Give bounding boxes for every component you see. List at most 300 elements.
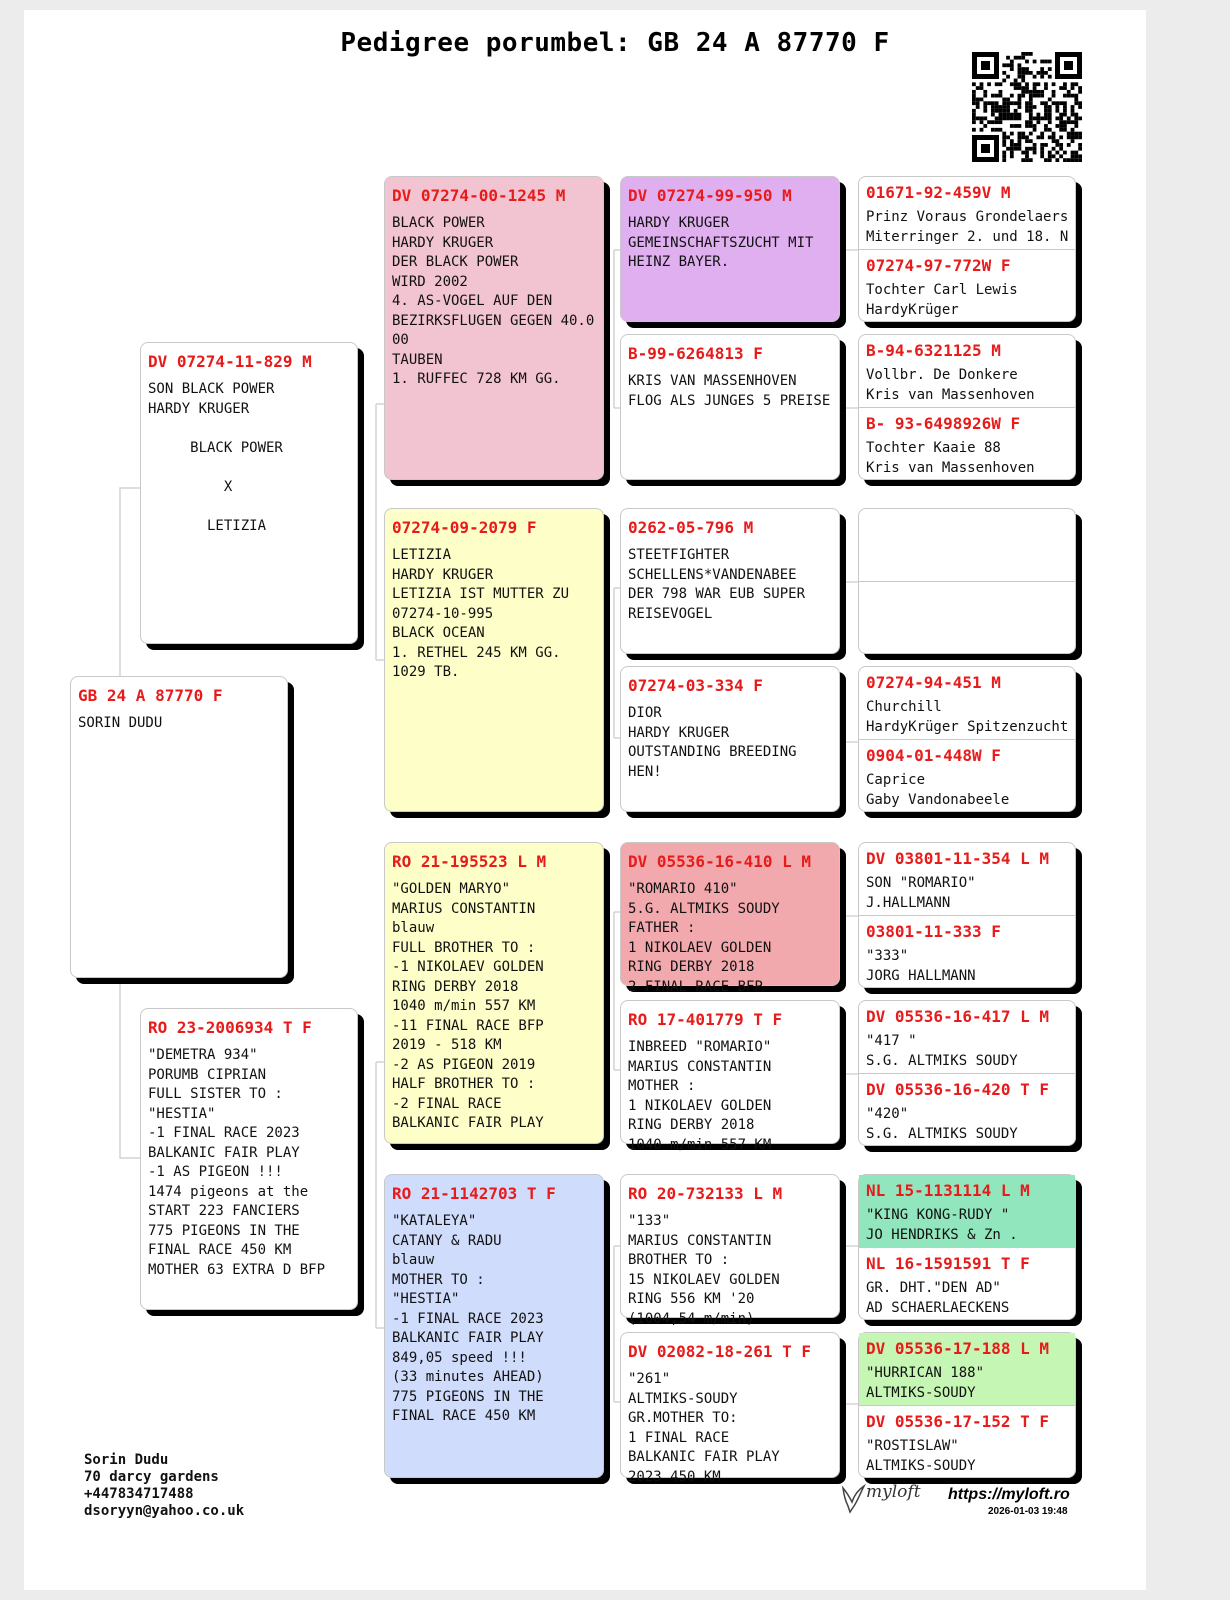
qr-module — [1021, 71, 1025, 75]
qr-module — [1078, 105, 1082, 109]
qr-module — [1002, 63, 1006, 67]
qr-module — [1018, 63, 1022, 67]
grandparent-card[interactable] — [384, 508, 604, 812]
qr-module — [1078, 158, 1082, 162]
qr-module — [1002, 151, 1006, 155]
qr-module — [1018, 143, 1022, 147]
subject-card[interactable] — [70, 676, 288, 978]
qr-module — [1063, 109, 1067, 113]
qr-module — [1074, 120, 1078, 124]
qr-module — [1055, 139, 1059, 143]
ring-code: RO 21-195523 L M — [392, 852, 547, 871]
qr-module — [1033, 94, 1037, 98]
qr-module — [1033, 128, 1037, 132]
qr-module — [1021, 151, 1025, 155]
qr-module — [1029, 109, 1033, 113]
qr-module — [1059, 147, 1063, 151]
qr-module — [1063, 128, 1067, 132]
qr-module — [1063, 113, 1067, 117]
sire-card[interactable] — [140, 342, 358, 644]
qr-module — [1059, 120, 1063, 124]
qr-module — [1063, 120, 1067, 124]
pigeon-notes: "KATALEYA" CATANY & RADU blauw MOTHER TO : "HESTIA" -1 FINAL RACE 2023 BALKANIC FAIR PLAY 849,05 speed !!! (33 minutes AHEAD) 775 PIGEONS IN THE FINAL RACE 450 KM — [392, 1213, 544, 1424]
qr-module — [1025, 101, 1029, 105]
qr-module — [1055, 109, 1059, 113]
grandparent-card[interactable] — [384, 842, 604, 1144]
qr-module — [1033, 86, 1037, 90]
qr-module — [1071, 94, 1075, 98]
qr-module — [1055, 143, 1059, 147]
great-great-grandparent-entry[interactable] — [859, 250, 1075, 323]
qr-module — [991, 105, 995, 109]
qr-module — [1018, 139, 1022, 143]
ring-code: NL 15-1131114 L M — [866, 1181, 1030, 1200]
qr-module — [995, 82, 999, 86]
qr-module — [1074, 124, 1078, 128]
qr-module — [1002, 116, 1006, 120]
qr-module — [1021, 67, 1025, 71]
qr-module — [976, 101, 980, 105]
qr-module — [980, 86, 984, 90]
qr-module — [1025, 158, 1029, 162]
ring-code: DV 03801-11-354 L M — [866, 849, 1050, 868]
qr-module — [1044, 60, 1048, 64]
qr-module — [1048, 158, 1052, 162]
qr-module — [1033, 105, 1037, 109]
pigeon-notes: "HURRICAN 188" ALTMIKS-SOUDY — [866, 1365, 985, 1401]
qr-module — [999, 113, 1003, 117]
qr-module — [1067, 94, 1071, 98]
qr-module — [1002, 109, 1006, 113]
qr-module — [1018, 105, 1022, 109]
great-great-grandparent-pair[interactable] — [858, 1000, 1076, 1146]
ring-code: GB 24 A 87770 F — [78, 686, 223, 705]
qr-module — [1002, 158, 1006, 162]
qr-module — [1036, 135, 1040, 139]
qr-module — [983, 105, 987, 109]
website-link[interactable]: https://myloft.ro — [948, 1486, 1070, 1503]
qr-module — [991, 120, 995, 124]
qr-module — [980, 98, 984, 102]
qr-module — [1036, 82, 1040, 86]
pigeon-notes: KRIS VAN MASSENHOVEN FLOG ALS JUNGES 5 PREISE — [628, 373, 831, 409]
pigeon-notes: Churchill HardyKrüger Spitzenzucht — [866, 699, 1069, 735]
qr-module — [1025, 139, 1029, 143]
qr-module — [1029, 94, 1033, 98]
qr-module — [1006, 135, 1010, 139]
qr-module — [1014, 143, 1018, 147]
qr-module — [1014, 82, 1018, 86]
qr-module — [1006, 116, 1010, 120]
qr-module — [987, 120, 991, 124]
pigeon-notes: SORIN DUDU — [78, 715, 163, 731]
qr-module — [991, 101, 995, 105]
qr-module — [1078, 143, 1082, 147]
qr-module — [1048, 113, 1052, 117]
qr-module — [1010, 132, 1014, 136]
qr-module — [1067, 116, 1071, 120]
qr-module — [1006, 75, 1010, 79]
great-great-grandparent-entry[interactable] — [859, 1333, 1075, 1405]
qr-module — [1048, 75, 1052, 79]
qr-module — [1018, 86, 1022, 90]
ring-code: DV 05536-16-420 T F — [866, 1080, 1050, 1099]
qr-module — [1002, 79, 1006, 83]
qr-module — [1025, 52, 1029, 56]
qr-module — [1029, 90, 1033, 94]
qr-module — [1040, 94, 1044, 98]
qr-module — [972, 101, 976, 105]
great-grandparent-card[interactable] — [620, 176, 840, 322]
qr-module — [1010, 143, 1014, 147]
qr-module — [1029, 98, 1033, 102]
pigeon-notes: HARDY KRUGER GEMEINSCHAFTSZUCHT MIT HEINZ BAYER. — [628, 215, 814, 270]
qr-module — [1033, 124, 1037, 128]
pigeon-notes: "417 " S.G. ALTMIKS SOUDY — [866, 1033, 1018, 1069]
qr-module — [1036, 120, 1040, 124]
qr-module — [1078, 86, 1082, 90]
qr-module — [995, 116, 999, 120]
qr-module — [1029, 113, 1033, 117]
pigeon-notes: "GOLDEN MARYO" MARIUS CONSTANTIN blauw FULL BROTHER TO : -1 NIKOLAEV GOLDEN RING DERBY 2018 1040 m/min 557 KM -11 FINAL RACE BFP 2019 - 518 KM -2 AS PIGEON 2019 HALF BROTHER TO : -2 FINAL RACE BALKANIC FAIR PLAY — [392, 881, 544, 1131]
qr-module — [1036, 113, 1040, 117]
qr-module — [1014, 124, 1018, 128]
qr-module — [1067, 135, 1071, 139]
qr-module — [1048, 128, 1052, 132]
great-great-grandparent-entry[interactable] — [859, 335, 1075, 407]
ring-code: RO 20-732133 L M — [628, 1184, 783, 1203]
qr-module — [1014, 113, 1018, 117]
qr-module — [1006, 147, 1010, 151]
qr-module — [1006, 109, 1010, 113]
qr-module — [1033, 90, 1037, 94]
qr-module — [1071, 82, 1075, 86]
great-grandparent-card[interactable] — [620, 1174, 840, 1327]
great-great-grandparent-entry[interactable] — [859, 740, 1075, 813]
qr-module — [1044, 116, 1048, 120]
ring-code: DV 05536-17-188 L M — [866, 1339, 1050, 1358]
ring-code: DV 07274-00-1245 M — [392, 186, 566, 205]
great-great-grandparent-entry[interactable] — [859, 177, 1075, 249]
qr-module — [1025, 147, 1029, 151]
qr-module — [1044, 101, 1048, 105]
qr-module — [1078, 154, 1082, 158]
great-great-grandparent-pair[interactable] — [858, 176, 1076, 322]
qr-module — [1010, 151, 1014, 155]
qr-module — [1006, 63, 1010, 67]
qr-module — [1048, 98, 1052, 102]
page-title: Pedigree porumbel: GB 24 A 87770 F — [340, 28, 890, 58]
pigeon-notes: "261" ALTMIKS-SOUDY GR.MOTHER TO: 1 FINAL RACE BALKANIC FAIR PLAY 2023 450 KM — [628, 1371, 780, 1485]
qr-module — [1071, 86, 1075, 90]
great-great-grandparent-entry[interactable] — [859, 1001, 1075, 1073]
qr-module — [1048, 154, 1052, 158]
qr-module — [1063, 86, 1067, 90]
qr-module — [1052, 101, 1056, 105]
ring-code: NL 16-1591591 T F — [866, 1254, 1030, 1273]
great-grandparent-card[interactable] — [620, 334, 840, 480]
great-great-grandparent-pair[interactable] — [858, 508, 1076, 654]
pigeon-notes: "420" S.G. ALTMIKS SOUDY — [866, 1106, 1018, 1142]
qr-module — [1040, 67, 1044, 71]
pigeon-notes: INBREED "ROMARIO" MARIUS CONSTANTIN MOTHER : 1 NIKOLAEV GOLDEN RING DERBY 2018 1040 m/min 557 KM — [628, 1039, 772, 1153]
great-great-grandparent-entry[interactable] — [859, 843, 1075, 915]
qr-module — [1002, 132, 1006, 136]
qr-module — [1018, 56, 1022, 60]
qr-module — [999, 120, 1003, 124]
qr-module — [1048, 116, 1052, 120]
qr-module — [1040, 151, 1044, 155]
qr-module — [1029, 120, 1033, 124]
qr-module — [1052, 147, 1056, 151]
qr-module — [1059, 143, 1063, 147]
qr-module — [1006, 105, 1010, 109]
qr-module — [1033, 147, 1037, 151]
qr-module — [1018, 147, 1022, 151]
qr-module — [1021, 56, 1025, 60]
qr-module — [1018, 101, 1022, 105]
qr-module — [1078, 135, 1082, 139]
qr-module — [1002, 139, 1006, 143]
qr-module — [1014, 116, 1018, 120]
ring-code: DV 05536-17-152 T F — [866, 1412, 1050, 1431]
qr-module — [991, 128, 995, 132]
qr-module — [1074, 82, 1078, 86]
great-great-grandparent-entry[interactable] — [859, 1074, 1075, 1147]
qr-module — [1052, 135, 1056, 139]
qr-module — [1044, 124, 1048, 128]
qr-module — [1040, 90, 1044, 94]
qr-module — [999, 90, 1003, 94]
qr-module — [1018, 94, 1022, 98]
qr-module — [1010, 139, 1014, 143]
qr-module — [972, 98, 976, 102]
great-grandparent-card[interactable] — [620, 1000, 840, 1153]
qr-module — [1018, 124, 1022, 128]
ring-code: RO 17-401779 T F — [628, 1010, 783, 1029]
pigeon-notes: "ROSTISLAW" ALTMIKS-SOUDY — [866, 1438, 976, 1474]
qr-module — [999, 109, 1003, 113]
great-great-grandparent-pair[interactable] — [858, 666, 1076, 812]
qr-module — [1033, 60, 1037, 64]
great-great-grandparent-entry[interactable] — [859, 1248, 1075, 1321]
qr-module — [1052, 154, 1056, 158]
qr-module — [1010, 147, 1014, 151]
qr-module — [1044, 105, 1048, 109]
ring-code: DV 07274-99-950 M — [628, 186, 792, 205]
great-great-grandparent-pair[interactable] — [858, 842, 1076, 988]
grandparent-card[interactable] — [384, 176, 604, 480]
pigeon-notes: "ROMARIO 410" 5.G. ALTMIKS SOUDY FATHER : 1 NIKOLAEV GOLDEN RING DERBY 2018 2 FINAL RACE BFP — [628, 881, 780, 995]
qr-module — [1059, 128, 1063, 132]
qr-module — [1067, 132, 1071, 136]
qr-module — [1018, 113, 1022, 117]
great-great-grandparent-entry[interactable] — [859, 408, 1075, 481]
qr-module — [1002, 105, 1006, 109]
ring-code: 07274-03-334 F — [628, 676, 763, 695]
great-great-grandparent-entry[interactable] — [859, 667, 1075, 739]
qr-module — [1014, 109, 1018, 113]
qr-module — [1010, 67, 1014, 71]
qr-module — [1036, 90, 1040, 94]
ring-code: 0262-05-796 M — [628, 518, 754, 537]
qr-module — [1025, 154, 1029, 158]
qr-module — [1055, 151, 1059, 155]
pigeon-notes: STEETFIGHTER SCHELLENS*VANDENABEE DER 798 WAR EUB SUPER REISEVOGEL — [628, 547, 806, 622]
great-great-grandparent-entry[interactable] — [859, 1406, 1075, 1479]
qr-module — [1074, 158, 1078, 162]
qr-code-icon — [972, 52, 1082, 162]
qr-module — [1021, 158, 1025, 162]
qr-module — [1044, 71, 1048, 75]
qr-module — [1052, 90, 1056, 94]
qr-module — [1029, 158, 1033, 162]
great-grandparent-card[interactable] — [620, 1332, 840, 1485]
great-great-grandparent-entry[interactable] — [859, 509, 1075, 581]
qr-module — [1002, 113, 1006, 117]
qr-module — [1014, 79, 1018, 83]
qr-module — [1018, 71, 1022, 75]
qr-module — [1029, 52, 1033, 56]
qr-module — [1052, 82, 1056, 86]
qr-module — [1040, 147, 1044, 151]
print-date: 2026-01-03 19:48 — [988, 1506, 1068, 1517]
qr-module — [1006, 98, 1010, 102]
great-grandparent-card[interactable] — [620, 842, 840, 995]
qr-module — [1063, 105, 1067, 109]
great-grandparent-card[interactable] — [620, 508, 840, 654]
great-great-grandparent-entry[interactable] — [859, 582, 1075, 655]
pigeon-notes: GR. DHT."DEN AD" AD SCHAERLAECKENS — [866, 1280, 1010, 1316]
ring-code: B-94-6321125 M — [866, 341, 1001, 360]
qr-module — [995, 128, 999, 132]
qr-module — [1048, 151, 1052, 155]
ring-code: 0904-01-448W F — [866, 746, 1001, 765]
ring-code: 03801-11-333 F — [866, 922, 1001, 941]
qr-module — [1055, 105, 1059, 109]
qr-module — [1021, 90, 1025, 94]
ring-code: 07274-09-2079 F — [392, 518, 537, 537]
qr-module — [1071, 132, 1075, 136]
qr-module — [1048, 109, 1052, 113]
qr-module — [1033, 116, 1037, 120]
qr-module — [1052, 94, 1056, 98]
qr-module — [1078, 90, 1082, 94]
qr-module — [1067, 158, 1071, 162]
qr-module — [1033, 82, 1037, 86]
qr-module — [1071, 158, 1075, 162]
qr-module — [972, 90, 976, 94]
pigeon-notes: DIOR HARDY KRUGER OUTSTANDING BREEDING HEN! — [628, 705, 797, 780]
qr-module — [1029, 147, 1033, 151]
qr-module — [1025, 124, 1029, 128]
qr-module — [1010, 82, 1014, 86]
qr-module — [1040, 116, 1044, 120]
qr-module — [1067, 143, 1071, 147]
qr-module — [1010, 113, 1014, 117]
qr-module — [1021, 52, 1025, 56]
qr-module — [1040, 75, 1044, 79]
qr-module — [1052, 132, 1056, 136]
qr-module — [1044, 143, 1048, 147]
great-great-grandparent-entry[interactable] — [859, 916, 1075, 989]
pigeon-notes: Tochter Kaaie 88 Kris van Massenhoven — [866, 440, 1035, 476]
dam-card[interactable] — [140, 1008, 358, 1310]
qr-module — [1040, 135, 1044, 139]
great-great-grandparent-entry[interactable] — [859, 1175, 1075, 1247]
qr-module — [1021, 132, 1025, 136]
qr-module — [999, 105, 1003, 109]
ring-code: 07274-94-451 M — [866, 673, 1001, 692]
qr-module — [991, 113, 995, 117]
pigeon-notes: LETIZIA HARDY KRUGER LETIZIA IST MUTTER ZU 07274-10-995 BLACK OCEAN 1. RETHEL 245 KM GG. 1029 TB. — [392, 547, 570, 680]
great-great-grandparent-pair[interactable] — [858, 1332, 1076, 1478]
qr-module — [1010, 116, 1014, 120]
qr-module — [1074, 116, 1078, 120]
pigeon-notes: Caprice Gaby Vandonabeele — [866, 772, 1010, 808]
qr-module — [1040, 132, 1044, 136]
qr-module — [1071, 113, 1075, 117]
qr-module — [983, 116, 987, 120]
qr-module — [1071, 151, 1075, 155]
qr-module — [1029, 116, 1033, 120]
qr-module — [1071, 139, 1075, 143]
great-great-grandparent-pair[interactable] — [858, 334, 1076, 480]
owner-contact: Sorin Dudu 70 darcy gardens +447834717488 dsoryyn@yahoo.co.uk — [84, 1452, 245, 1519]
qr-module — [1029, 101, 1033, 105]
grandparent-card[interactable] — [384, 1174, 604, 1478]
qr-module — [1033, 151, 1037, 155]
qr-module — [972, 109, 976, 113]
qr-module — [1067, 90, 1071, 94]
qr-module — [1044, 128, 1048, 132]
qr-module — [995, 94, 999, 98]
qr-module — [1074, 135, 1078, 139]
myloft-logo: myloft — [866, 1482, 921, 1502]
qr-module — [976, 98, 980, 102]
qr-module — [1018, 132, 1022, 136]
great-great-grandparent-pair[interactable] — [858, 1174, 1076, 1320]
qr-module — [987, 101, 991, 105]
qr-module — [1014, 147, 1018, 151]
qr-module — [980, 82, 984, 86]
qr-module — [1071, 120, 1075, 124]
pigeon-notes: "333" JORG HALLMANN — [866, 948, 976, 984]
pigeon-notes: "KING KONG-RUDY " JO HENDRIKS & Zn . — [866, 1207, 1018, 1243]
qr-module — [1059, 101, 1063, 105]
qr-module — [1044, 82, 1048, 86]
qr-module — [1071, 128, 1075, 132]
qr-module — [1078, 132, 1082, 136]
ring-code: 07274-97-772W F — [866, 256, 1011, 275]
qr-module — [1048, 120, 1052, 124]
qr-module — [980, 116, 984, 120]
qr-module — [1002, 98, 1006, 102]
qr-module — [1059, 124, 1063, 128]
qr-module — [1063, 124, 1067, 128]
qr-module — [983, 124, 987, 128]
qr-module — [1025, 60, 1029, 64]
qr-module — [1021, 75, 1025, 79]
qr-module — [1010, 63, 1014, 67]
qr-module — [1059, 135, 1063, 139]
ring-code: 01671-92-459V M — [866, 183, 1011, 202]
qr-module — [1021, 79, 1025, 83]
qr-module — [1067, 120, 1071, 124]
qr-module — [1010, 94, 1014, 98]
great-grandparent-card[interactable] — [620, 666, 840, 812]
qr-module — [972, 113, 976, 117]
